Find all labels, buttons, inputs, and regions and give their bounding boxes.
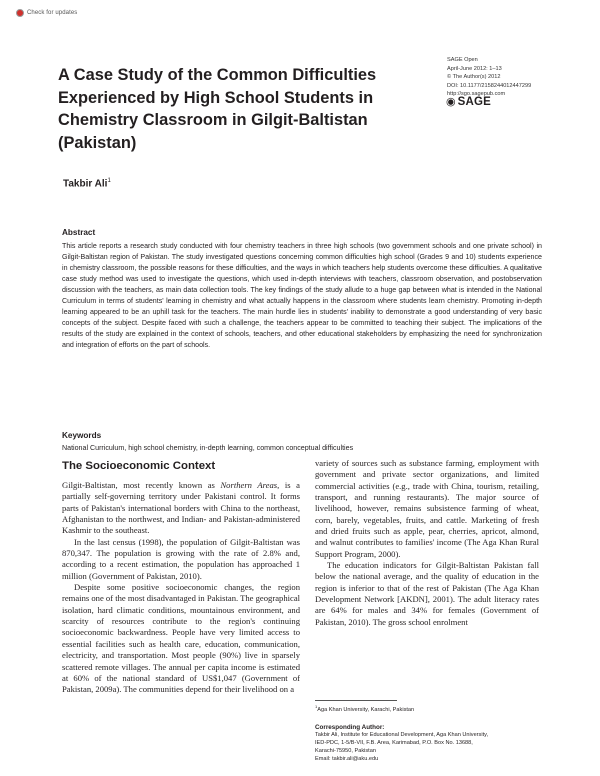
paragraph-text: Despite some positive socioeconomic changes, the region remains one of the most disadvantaged in Pakistan. The geographical isolation, hard climatic conditions, mountainous environment, and scarcity of resources contribute to the region's continuing socioeconomic backwardness. People have very limited access to essential facilities such as health care, education, communication, electricity, and transportation. Most people (90%) live in sparsely scattered remote villages. The annual per capita income is estimated at 60% of the national standard of US$1,047 (Government of Pakistan, 2009a). The communities depend for their livelihood on a: [62, 582, 301, 695]
corresponding-author-details: [315, 732, 545, 764]
body-column-right: [315, 458, 539, 628]
email-line[interactable]: Email: takbir.ali@aku.edu: [315, 755, 379, 762]
address-line: Karachi-75950, Pakistan: [315, 747, 376, 754]
check-for-updates-badge[interactable]: [16, 9, 77, 17]
check-for-updates-label: Check for updates: [27, 10, 78, 16]
footnote-text: Aga Khan University, Karachi, Pakistan: [317, 706, 415, 713]
section-heading: The Socioeconomic Context: [62, 460, 216, 472]
body-paragraph: [62, 537, 300, 582]
sage-logo: [446, 96, 491, 108]
address-line: IED-PDC, 1-5/B-VII, F.B. Area, Karimabad, P.O. Box No. 13688,: [315, 739, 473, 746]
crossmark-icon: [16, 9, 24, 17]
affiliation-footnote: [315, 704, 414, 713]
journal-url[interactable]: http://sgo.sagepub.com: [447, 91, 506, 97]
sage-mark-icon: ◉: [446, 95, 456, 108]
body-paragraph: [62, 582, 300, 695]
author-name: Takbir Ali: [63, 178, 108, 190]
body-paragraph: variety of sources such as substance farming, employment with government and private sector organizations, and limited commercial activities (e.g., trade with China, tourism, retailing, transport, and running restaurants). The major source of livelihood, however, remains subsistence farming of wheat, corn, barely, vegetables, fruits, and cattle. Marketing of fresh and dried fruits such as apple, pear, cherries, apricot, almond, and walnut contributes to families' income (The Aga Khan Rural Support Program, 2000).: [315, 458, 539, 559]
doi-line[interactable]: DOI: 10.1177/2158244012447299: [447, 82, 532, 89]
author-affiliation-mark: 1: [107, 178, 111, 184]
copyright-line: © The Author(s) 2012: [447, 74, 501, 80]
sage-wordmark: SAGE: [457, 96, 492, 108]
author-line: [63, 178, 111, 189]
keywords-text: National Curriculum, high school chemistry, in-depth learning, common conceptual difficulties: [62, 444, 354, 452]
address-line: Takbir Ali, Institute for Educational Development, Aga Khan University,: [315, 732, 489, 738]
article-title: A Case Study of the Common Difficulties Experienced by High School Students in Chemistry Classroom in Gilgit-Baltistan (Pakistan): [58, 66, 377, 152]
body-paragraph: The education indicators for Gilgit-Baltistan Pakistan fall below the national average, and the quality of education in the region is inferior to that of the rest of Pakistan (The Aga Khan Development Network [AKDN], 2001). The adult literacy rates are 64% for males and 34% for females (Government of Pakistan, 2010). The gross school enrolment: [315, 560, 539, 627]
body-column-left: [62, 480, 300, 696]
journal-issue: April-June 2012: 1–13: [447, 65, 502, 72]
keywords-heading: Keywords: [62, 431, 102, 440]
body-paragraph: [62, 480, 300, 537]
paragraph-italic: Northern Areas: [220, 480, 278, 490]
corresponding-author-heading: Corresponding Author:: [315, 724, 385, 731]
paragraph-text: Gilgit-Baltistan, most recently known as: [62, 480, 221, 490]
abstract-heading: Abstract: [62, 228, 96, 237]
journal-name: SAGE Open: [447, 57, 478, 63]
footnote-mark: 1: [315, 704, 318, 709]
abstract-text: This article reports a research study conducted with four chemistry teachers in three high schools (two government schools and one private school) in Gilgit-Baltistan region of Pakistan. The study investigated questions concerning common difficulties high school (Grades 9 and 10) students experience in chemistry classroom, the possible reasons for these difficulties, and the ways in which teachers help students overcome these difficulties. A qualitative case study method was used to investigate the questions, which used in-depth interviews with teachers, classroom observation, and postobservation discussion with the teachers, as main data collection tools. The key findings of the study allude to a huge gap between what is intended in the National Curriculum in terms of students' learning in chemistry and what actually happens in the classroom where students learn chemistry. Promoting in-depth learning appeared to be an uphill task for the teachers. The main hurdle lies in students' inability to demonstrate a good understanding of very basic concepts of the subject. Despite faced with such a challenge, the teachers appear to be committed to teaching their subject. The implications of the results of the study are explained in the context of schools, teachers, and other educational stakeholders by emphasizing the need for synchronization and integration of efforts on the part of schools.: [62, 242, 542, 349]
footnote-divider: [315, 700, 397, 701]
journal-meta: [447, 56, 577, 99]
paragraph-text: In the last census (1998), the population of Gilgit-Baltistan was 870,347. The population is growing with the rate of 2.8% and, according to a recent estimation, the population has approached 1 million (Government of Pakistan, 2010).: [62, 536, 300, 581]
paragraph-text: , is a partially self-governing territory under Pakistani control. It forms parts of Pakistan's international borders with China to the northeast, Afghanistan to the northwest, and Indian- and Pakistan-administered Kashmir to the southeast.: [62, 480, 300, 536]
